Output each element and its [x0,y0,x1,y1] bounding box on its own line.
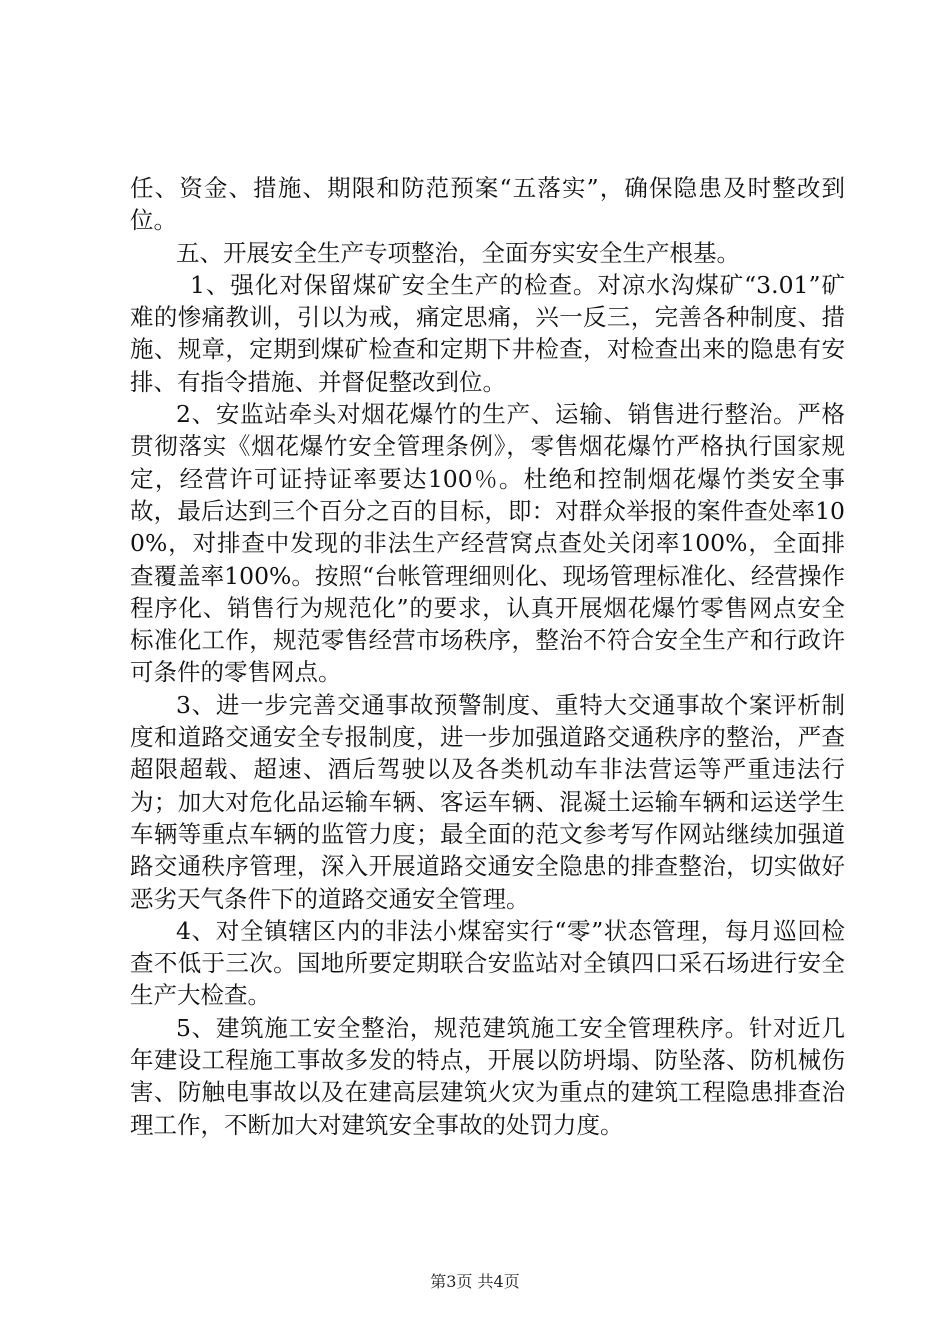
page-number-footer: 第3页 共4页 [430,1272,520,1291]
document-body [130,172,845,1141]
paragraph-item-3: 3、进一步完善交通事故预警制度、重特大交通事故个案评析制度和道路交通安全专报制度，进一步加强道路交通秩序的整治，严查超限超载、超速、酒后驾驶以及各类机动车非法营运等严重违法行为；加大对危化品运输车辆、客运车辆、混凝土运输车辆和运送学生车辆等重点车辆的监管力度；最全面的范文参考写作网站继续加强道路交通秩序管理，深入开展道路交通安全隐患的排查整治，切实做好恶劣天气条件下的道路交通安全管理。 [130,690,845,913]
paragraph-continued-text: 任、资金、措施、期限和防范预案“五落实”，确保隐患及时整改到位。 [130,174,845,235]
paragraph-item-4: 4、对全镇辖区内的非法小煤窑实行“零”状态管理，每月巡回检查不低于三次。国地所要定期联合安监站对全镇四口采石场进行安全生产大检查。 [130,916,845,1010]
paragraph-item-5: 5、建筑施工安全整治，规范建筑施工安全管理秩序。针对近几年建设工程施工事故多发的特点，开展以防坍塌、防坠落、防机械伤害、防触电事故以及在建高层建筑火灾为重点的建筑工程隐患排查治理工作，不断加大对建筑安全事故的处罚力度。 [130,1013,845,1139]
section-heading-five: 五、开展安全生产专项整治，全面夯实安全生产根基。 [176,238,740,267]
paragraph-item-1: 1、强化对保留煤矿安全生产的检查。对凉水沟煤矿“3.01”矿难的惨痛教训，引以为戒，痛定思痛，兴一反三，完善各种制度、措施、规章，定期到煤矿检查和定期下井检查，对检查出来的隐患有安排、有指令措施、并督促整改到位。 [130,270,845,396]
paragraph-item-2: 2、安监站牵头对烟花爆竹的生产、运输、销售进行整治。严格贯彻落实《烟花爆竹安全管理条例》，零售烟花爆竹严格执行国家规定，经营许可证持证率要达100％。杜绝和控制烟花爆竹类安全事故，最后达到三个百分之百的目标，即：对群众举报的案件查处率100%，对排查中发现的非法生产经营窝点查处关闭率100%，全面排查覆盖率100%。按照“台帐管理细则化、现场管理标准化、经营操作程序化、销售行为规范化”的要求，认真开展烟花爆竹零售网点安全标准化工作，规范零售经营市场秩序，整治不符合安全生产和行政许可条件的零售网点。 [130,400,845,687]
